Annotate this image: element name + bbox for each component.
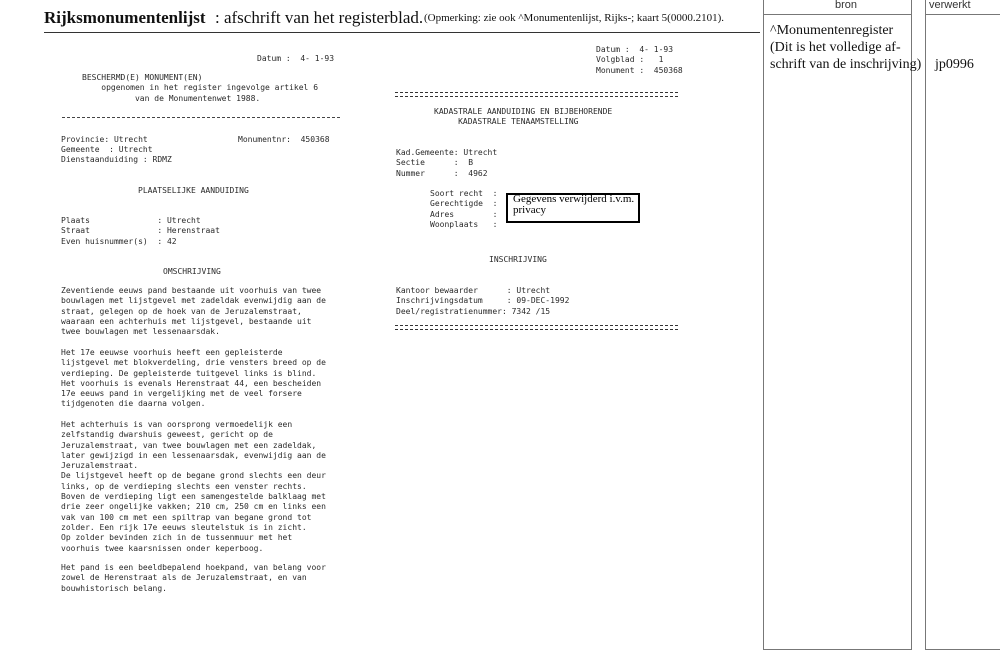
left-monumentnr: Monumentnr: 450368 xyxy=(238,135,330,144)
verwerkt-label: verwerkt xyxy=(929,0,971,11)
bron-text: ^Monumentenregister (Dit is het volledige af- schrift van de inschrijving) xyxy=(770,23,922,72)
omschrijving-heading: OMSCHRIJVING xyxy=(163,267,221,276)
plaatselijke-aanduiding: Plaats : Utrecht Straat : Herenstraat Even huisnummer(s) : 42 xyxy=(61,216,220,246)
verwerkt-text: jp0996 xyxy=(935,57,974,72)
inschrijving-details: Kantoor bewaarder : Utrecht Inschrijvingsdatum : 09-DEC-1992 Deel/registratienummer: 7342 /15 xyxy=(396,286,570,316)
right-double-rule-top xyxy=(395,92,678,97)
omschrijving-paragraph-4: Het pand is een beeldbepalend hoekpand, van belang voor zowel de Herenstraat als de Jeruzalemstraat, en van bouwhistorisch belang. xyxy=(61,563,326,593)
kadastrale-aanduiding: Kad.Gemeente: Utrecht Sectie : B Nummer : 4962 xyxy=(396,148,498,178)
omschrijving-paragraph-3: Het achterhuis is van oorsprong vermoedelijk een zelfstandig dwarshuis geweest, gericht op de Jeruzalemstraat, van twee bouwlagen met een zadeldak, later gewijzigd in een lessenaarsdak, evenwijdig aan de Jeruzalemstraat. De lijstgevel heeft op de begane grond slechts een deur links, op de verdieping slechts een venster rechts. Boven de verdieping ligt een samengestelde balklaag met drie zeer ongelijke vakken; 210 cm, 250 cm en links een vak van 100 cm met een spiltrap van begane grond tot zolder. Een rijk 17e eeuws sleutelstuk is in zicht. Op zolder bevinden zich in de tussenmuur met het voorhuis twee kaarsnissen onder keperboog. xyxy=(61,420,326,553)
left-dienstaanduiding: Dienstaanduiding : RDMZ xyxy=(61,155,172,164)
tenaamstelling-fields: Soort recht : Gerechtigde : Adres : Woonplaats : xyxy=(430,189,498,229)
left-heading: BESCHERMD(E) MONUMENT(EN) opgenomen in het register ingevolge artikel 6 van de Monumentenwet 1988. xyxy=(82,73,319,103)
left-gemeente: Gemeente : Utrecht xyxy=(61,145,153,154)
document-subtitle: : afschrift van het registerblad. xyxy=(215,8,424,27)
bron-label: bron xyxy=(835,0,858,11)
kadastrale-heading: KADASTRALE AANDUIDING EN BIJBEHORENDE KADASTRALE TENAAMSTELLING xyxy=(434,107,613,127)
right-meta: Datum : 4- 1-93 Volgblad : 1 Monument : 450368 xyxy=(596,45,683,75)
document-title: Rijksmonumentenlijst xyxy=(44,8,206,27)
header-rule xyxy=(44,32,760,33)
plaatselijke-aanduiding-heading: PLAATSELIJKE AANDUIDING xyxy=(138,186,249,195)
right-double-rule-bottom xyxy=(395,325,678,330)
bron-column xyxy=(763,0,912,650)
omschrijving-paragraph-2: Het 17e eeuwse voorhuis heeft een gepleisterde lijstgevel met blokverdeling, drie vensters breed op de verdieping. De gepleisterde tuitgevel links is blind. Het voorhuis is evenals Herenstraat 44, een bescheiden 17e eeuws pand in vergelijking met de veel forsere tijdgenoten die daarna volgen. xyxy=(61,348,326,409)
omschrijving-paragraph-1: Zeventiende eeuws pand bestaande uit voorhuis van twee bouwlagen met lijstgevel met zadeldak evenwijdig aan de straat, gelegen op de hoek van de Jeruzalemstraat, waaraan een achterhuis met lijstgevel, bestaande uit twee bouwlagen met lessenaarsdak. xyxy=(61,286,326,337)
inschrijving-heading: INSCHRIJVING xyxy=(489,255,547,264)
privacy-redaction-text: Gegevens verwijderd i.v.m. privacy xyxy=(513,193,635,216)
left-provincie: Provincie: Utrecht xyxy=(61,135,148,144)
document-note: (Opmerking: zie ook ^Monumentenlijst, Rijks-; kaart 5(0000.2101). xyxy=(424,12,724,24)
left-datum: Datum : 4- 1-93 xyxy=(257,54,335,63)
verwerkt-column xyxy=(925,0,1000,650)
left-separator xyxy=(62,117,340,118)
